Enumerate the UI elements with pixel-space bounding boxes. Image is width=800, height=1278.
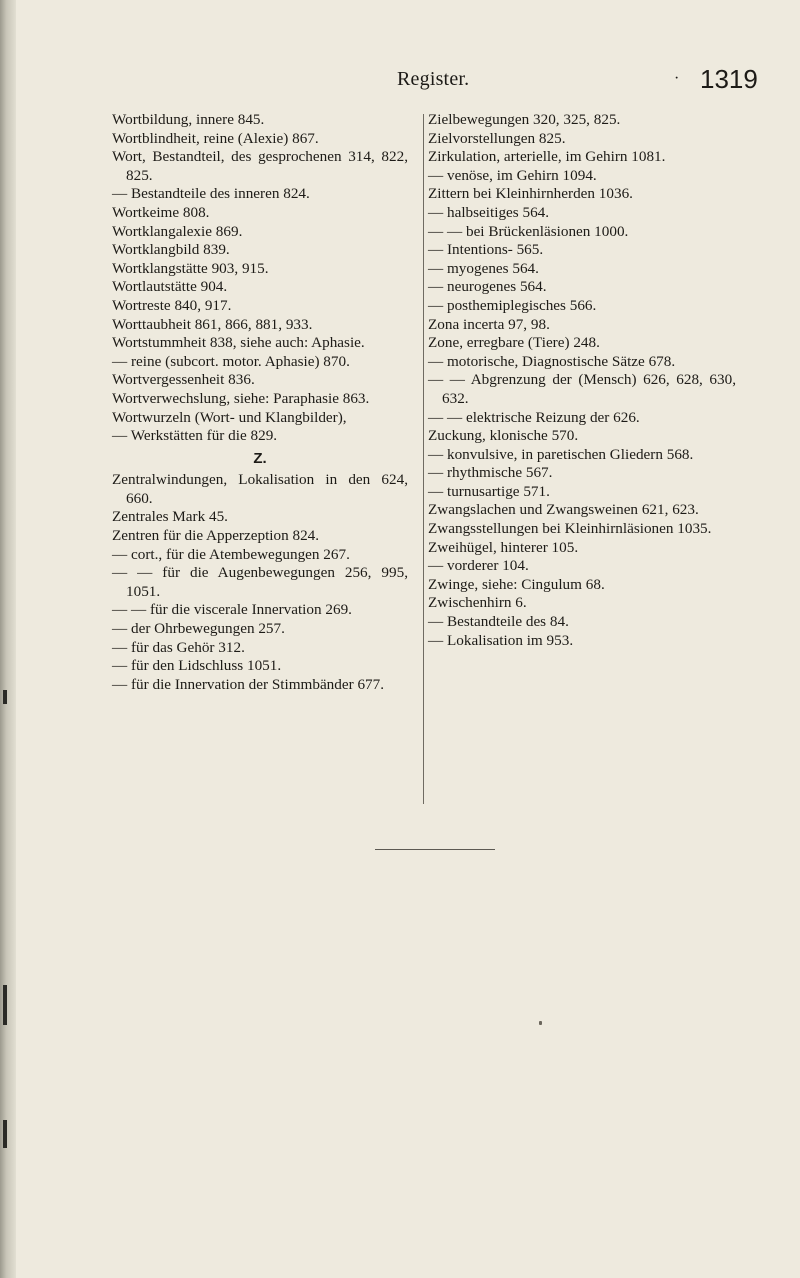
index-entry: Wortklangalexie 869. — [112, 222, 243, 240]
index-entry: — Lokalisation im 953. — [428, 631, 574, 649]
index-entry: Wortblindheit, reine (Alexie) 867. — [112, 129, 319, 147]
index-entry: — venöse, im Gehirn 1094. — [428, 166, 597, 184]
bottom-rule — [375, 849, 495, 850]
index-entry: — posthemiplegisches 566. — [428, 296, 597, 314]
index-entry: — Bestandteile des 84. — [428, 613, 569, 631]
index-entry: Zwischenhirn 6. — [428, 594, 527, 612]
left-column — [112, 111, 408, 694]
right-column — [428, 111, 736, 650]
index-entry: Zwangslachen und Zwangsweinen 621, 623. — [428, 501, 699, 519]
index-entry: — für das Gehör 312. — [112, 638, 245, 656]
index-entry: Wortstummheit 838, siehe auch: Aphasie. — [112, 334, 365, 352]
index-entry: — neurogenes 564. — [428, 278, 547, 296]
index-entry: Wortklangstätte 903, 915. — [112, 259, 269, 277]
index-entry: Zone, erregbare (Tiere) 248. — [428, 334, 600, 352]
index-entry: — — elektrische Reizung der 626. — [428, 408, 640, 426]
running-head: Register. — [397, 68, 470, 90]
right-entries — [428, 111, 736, 650]
index-entry: — — für die Augenbewegungen 256, 995, 1051. — [112, 564, 408, 600]
index-entry: Zentrales Mark 45. — [112, 508, 228, 526]
index-entry: — reine (subcort. motor. Aphasie) 870. — [112, 352, 350, 370]
index-entry: Zentralwindungen, Lokalisation in den 624, 660. — [112, 471, 408, 507]
index-entry: — konvulsive, in paretischen Gliedern 568. — [428, 445, 694, 463]
index-entry: Wortvergessenheit 836. — [112, 371, 255, 389]
index-entry: — turnusartige 571. — [428, 482, 550, 500]
index-entry: Zielbewegungen 320, 325, 825. — [428, 111, 621, 128]
index-entry: — Werkstätten für die 829. — [112, 427, 278, 445]
index-entry: Zentren für die Apperzeption 824. — [112, 527, 320, 545]
index-entry: — der Ohrbewegungen 257. — [112, 620, 285, 638]
index-entry: — — bei Brückenläsionen 1000. — [428, 222, 629, 240]
gutter-mark — [3, 985, 7, 1025]
index-entry: Zweihügel, hinterer 105. — [428, 538, 579, 556]
index-entry: — motorische, Diagnostische Sätze 678. — [428, 352, 676, 370]
index-entry: Zuckung, klonische 570. — [428, 427, 579, 445]
header-dot: · — [674, 70, 680, 87]
index-entry: — — für die viscerale Innervation 269. — [112, 601, 352, 619]
index-entry: Zwinge, siehe: Cingulum 68. — [428, 575, 605, 593]
left-entries-b — [112, 471, 408, 694]
index-entry: — rhythmische 567. — [428, 464, 553, 482]
gutter-mark — [3, 690, 7, 704]
gutter-mark — [3, 1120, 7, 1148]
index-entry: Worttaubheit 861, 866, 881, 933. — [112, 315, 313, 333]
left-entries-a — [112, 111, 408, 446]
index-entry: — für den Lidschluss 1051. — [112, 657, 282, 675]
index-entry: Wortreste 840, 917. — [112, 296, 232, 314]
index-entry: Zirkulation, arterielle, im Gehirn 1081. — [428, 148, 666, 166]
index-entry: Zona incerta 97, 98. — [428, 315, 550, 333]
index-entry: Zittern bei Kleinhirnherden 1036. — [428, 185, 633, 203]
page-gutter-shadow — [0, 0, 16, 1278]
index-entry: — cort., für die Atembewegungen 267. — [112, 545, 350, 563]
paper-speck — [539, 1021, 542, 1025]
index-entry: — — Abgrenzung der (Mensch) 626, 628, 630, 632. — [428, 371, 736, 407]
section-letter: Z. — [253, 449, 267, 467]
index-entry: — für die Innervation der Stimmbänder 677. — [112, 675, 385, 693]
index-entry: Zwangsstellungen bei Kleinhirnläsionen 1035. — [428, 520, 712, 538]
index-entry: — myogenes 564. — [428, 259, 539, 277]
index-entry: — halbseitiges 564. — [428, 203, 550, 221]
index-entry: Wortlautstätte 904. — [112, 278, 228, 296]
index-entry: Zielvorstellungen 825. — [428, 129, 566, 147]
index-entry: — Bestandteile des inneren 824. — [112, 185, 310, 203]
index-entry: Wortklangbild 839. — [112, 241, 230, 259]
index-entry: Wortkeime 808. — [112, 203, 210, 221]
index-entry: — Intentions- 565. — [428, 241, 544, 259]
index-entry: Wortverwechslung, siehe: Paraphasie 863. — [112, 389, 370, 407]
column-divider — [423, 114, 424, 804]
index-entry: Wort, Bestandteil, des gesprochenen 314, 822, 825. — [112, 148, 408, 184]
index-entry: Wortbildung, innere 845. — [112, 111, 265, 128]
index-entry: Wortwurzeln (Wort- und Klangbilder), — [112, 408, 347, 426]
index-entry: — vorderer 104. — [428, 557, 529, 575]
page-number: 1319 — [700, 64, 758, 94]
